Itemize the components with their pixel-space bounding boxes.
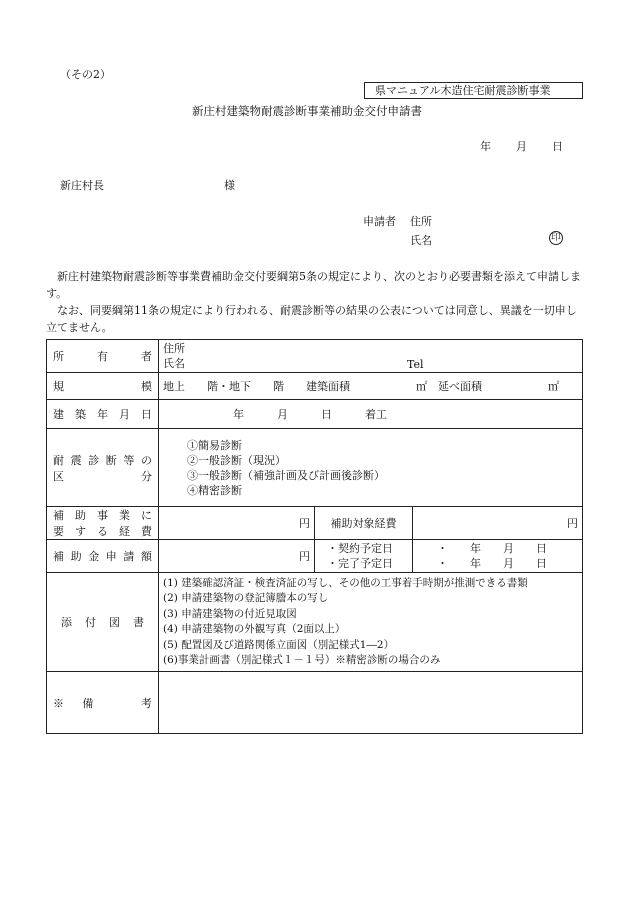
contract-date-value: ・ 年 月 日	[437, 542, 547, 555]
application-table	[46, 339, 583, 734]
form-number: （その2）	[60, 68, 111, 81]
document-title: 新庄村建築物耐震診断事業補助金交付申請書	[192, 104, 422, 118]
project-box: 県マニュアル木造住宅耐震診断事業	[364, 82, 583, 99]
project-cost-label-line2: 要する経費	[53, 525, 152, 538]
row-owner	[47, 340, 583, 373]
grant-amount-value: 円	[159, 540, 315, 573]
owner-address-label: 住所	[163, 342, 185, 355]
eligible-cost-value: 円	[413, 507, 583, 540]
diagnosis-option: ④精密診断	[187, 483, 242, 497]
attachment-item: (4) 申請建築物の外観写真（2面以上）	[163, 623, 346, 635]
owner-tel-label: Tel	[407, 358, 424, 371]
scale-label: 規 模	[47, 373, 159, 400]
completion-date-label: ・完了予定日	[327, 557, 393, 570]
eligible-cost-label: 補助対象経費	[315, 507, 413, 540]
built-date-value: 年 月 日 着工	[159, 400, 583, 429]
attachment-item: (6)事業計画書（別記様式１－１号）※精密診断の場合のみ	[163, 654, 441, 666]
row-remarks	[47, 672, 583, 734]
applicant-label: 申請者	[363, 215, 396, 228]
body-text	[46, 268, 586, 336]
contract-date-label: ・契約予定日	[327, 542, 393, 555]
project-cost-value: 円	[159, 507, 315, 540]
row-attachments	[47, 573, 583, 672]
attachments-list	[159, 573, 583, 672]
diagnosis-options	[159, 429, 583, 507]
row-built-date	[47, 400, 583, 429]
diagnosis-type-label	[47, 429, 159, 507]
attachment-item: (5) 配置図及び道路関係立面図（別記様式1―2）	[163, 638, 395, 651]
applicant-address-label: 住所	[410, 215, 432, 228]
built-date-label: 建築年月日	[47, 400, 159, 429]
project-cost-label-line1: 補助事業に	[53, 509, 152, 522]
addressee: 新庄村長	[60, 179, 104, 192]
diagnosis-option: ①簡易診断	[187, 438, 242, 452]
date-day: 日	[552, 140, 563, 153]
attachments-label: 添 付 図 書	[47, 573, 159, 672]
owner-value	[159, 340, 583, 373]
paragraph-1: 新庄村建築物耐震診断等事業費補助金交付要綱第5条の規定により、次のとおり必要書類を添えて申請します。	[46, 270, 581, 300]
owner-name-label: 氏名	[163, 357, 185, 370]
attachment-item: (2) 申請建築物の登記簿謄本の写し	[163, 592, 329, 604]
schedule-dates	[413, 540, 583, 573]
applicant-name-label: 氏名	[410, 234, 432, 247]
scale-value: 地上 階・地下 階 建築面積 ㎡ 延べ面積 ㎡	[159, 373, 583, 400]
completion-date-value: ・ 年 月 日	[437, 557, 547, 570]
diagnosis-type-label-line1: 耐震診断等の	[53, 453, 152, 467]
owner-label: 所 有 者	[47, 340, 159, 373]
grant-amount-label: 補助金申請額	[47, 540, 159, 573]
diagnosis-type-label-line2: 区 分	[53, 469, 152, 483]
paragraph-2: なお、同要綱第11条の規定により行われる、耐震診断等の結果の公表については同意し、異議を一切申し立てません。	[46, 304, 577, 334]
row-scale	[47, 373, 583, 400]
row-project-cost	[47, 507, 583, 540]
diagnosis-option: ②一般診断（現況）	[187, 453, 286, 467]
attachment-item: (3) 申請建築物の付近見取図	[163, 607, 297, 620]
schedule-labels	[315, 540, 413, 573]
row-diagnosis-type	[47, 429, 583, 507]
remarks-value	[159, 672, 583, 734]
remarks-label: ※ 備 考	[47, 672, 159, 734]
date-year: 年	[480, 140, 491, 153]
project-cost-label	[47, 507, 159, 540]
row-grant-amount	[47, 540, 583, 573]
diagnosis-option: ③一般診断（補強計画及び計画後診断）	[187, 468, 385, 482]
honorific: 様	[224, 179, 235, 192]
date-month: 月	[516, 140, 527, 153]
attachment-item: (1) 建築確認済証・検査済証の写し、その他の工事着手時期が推測できる書類	[163, 576, 528, 589]
seal-icon: 印	[549, 231, 563, 245]
